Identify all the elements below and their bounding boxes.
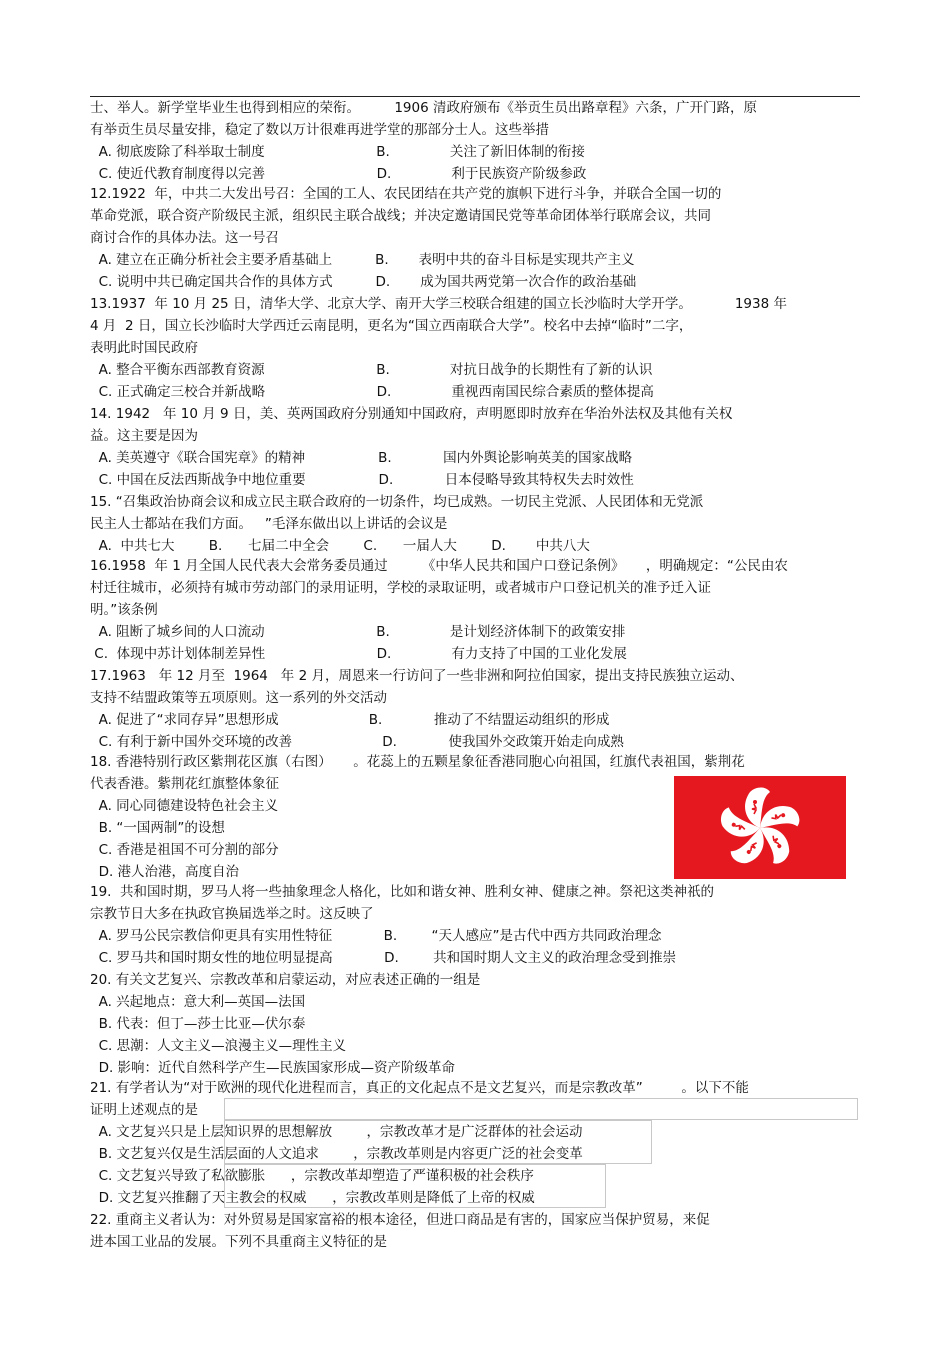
- text-line: C. 体现中苏计划体制差异性 D. 有力支持了中国的工业化发展: [90, 646, 627, 662]
- text-line: 21. 有学者认为“对于欧洲的现代化进程而言，真正的文化起点不是文艺复兴，而是宗教改革” 。以下不能: [90, 1080, 749, 1096]
- text-line: 民主人士都站在我们方面。 ”毛泽东做出以上讲话的会议是: [90, 516, 448, 532]
- text-line: 明。”该条例: [90, 602, 158, 618]
- text-line: A. 建立在正确分析社会主要矛盾基础上 B. 表明中共的奋斗目标是实现共产主义: [90, 252, 635, 268]
- text-line: A. 美英遵守《联合国宪章》的精神 B. 国内外舆论影响英美的国家战略: [90, 450, 633, 466]
- text-line: 益。这主要是因为: [90, 428, 198, 444]
- text-line: C. 中国在反法西斯战争中地位重要 D. 日本侵略导致其特权失去时效性: [90, 472, 634, 488]
- text-line: C. 文艺复兴导致了私欲膨胀 ，宗教改革却塑造了严谨积极的社会秩序: [90, 1168, 534, 1184]
- text-line: C. 罗马共和国时期女性的地位明显提高 D. 共和国时期人文主义的政治理念受到推崇: [90, 950, 677, 966]
- text-line: 18. 香港特别行政区紫荆花区旗（右图） 。花蕊上的五颗星象征香港同胞心向祖国，红旗代表祖国，紫荆花: [90, 754, 745, 770]
- header-rule: [90, 96, 860, 97]
- text-line: A. 中共七大 B. 七届二中全会 C. 一届人大 D. 中共八大: [90, 538, 590, 554]
- text-line: A. 文艺复兴只是上层知识界的思想解放 ，宗教改革才是广泛群体的社会运动: [90, 1124, 583, 1140]
- text-line: 14. 1942 年 10 月 9 日，美、英两国政府分别通知中国政府，声明愿即时放弃在华治外法权及其他有关权: [90, 406, 733, 422]
- text-line: 士、举人。新学堂毕业生也得到相应的荣衔。 1906 清政府颁布《举贡生员出路章程》六条，广开门路，原: [90, 100, 757, 116]
- text-line: C. 香港是祖国不可分割的部分: [90, 842, 279, 858]
- text-line: 进本国工业品的发展。下列不具重商主义特征的是: [90, 1234, 387, 1250]
- text-line: 22. 重商主义者认为：对外贸易是国家富裕的根本途径，但进口商品是有害的，国家应当保护贸易，来促: [90, 1212, 710, 1228]
- text-line: B. “一国两制”的设想: [90, 820, 225, 836]
- text-line: B. 文艺复兴仅是生活层面的人文追求 ，宗教改革则是内容更广泛的社会变革: [90, 1146, 583, 1162]
- text-line: 17.1963 年 12 月至 1964 年 2 月，周恩来一行访问了一些非洲和阿拉伯国家，提出支持民族独立运动、: [90, 668, 744, 684]
- text-line: 代表香港。紫荆花红旗整体象征: [90, 776, 279, 792]
- text-line: 村迁往城市，必须持有城市劳动部门的录用证明，学校的录取证明，或者城市户口登记机关的准予迁入证: [90, 580, 711, 596]
- text-line: 12.1922 年，中共二大发出号召：全国的工人、农民团结在共产党的旗帜下进行斗争，并联合全国一切的: [90, 186, 722, 202]
- text-line: A. 同心同德建设特色社会主义: [90, 798, 279, 814]
- text-line: D. 影响：近代自然科学产生—民族国家形成—资产阶级革命: [90, 1060, 456, 1076]
- text-line: C. 正式确定三校合并新战略 D. 重视西南国民综合素质的整体提高: [90, 384, 654, 400]
- text-line: A. 整合平衡东西部教育资源 B. 对抗日战争的长期性有了新的认识: [90, 362, 653, 378]
- text-line: 15. “召集政治协商会议和成立民主联合政府的一切条件，均已成熟。一切民主党派、人民团体和无党派: [90, 494, 704, 510]
- hong-kong-flag: [674, 776, 846, 879]
- answer-box-lower: [224, 1120, 652, 1164]
- text-line: 革命党派，联合资产阶级民主派，组织民主联合战线；并决定邀请国民党等革命团体举行联席会议，共同: [90, 208, 711, 224]
- text-line: C. 使近代教育制度得以完善 D. 利于民族资产阶级参政: [90, 166, 587, 182]
- text-line: 4 月 2 日，国立长沙临时大学西迁云南昆明，更名为“国立西南联合大学”。校名中去掉“临时”二字，: [90, 318, 693, 334]
- text-line: 有举贡生员尽量安排，稳定了数以万计很难再进学堂的那部分士人。这些举措: [90, 122, 549, 138]
- text-line: 13.1937 年 10 月 25 日，清华大学、北京大学、南开大学三校联合组建的国立长沙临时大学开学。 1938 年: [90, 296, 787, 312]
- text-line: B. 代表：但丁—莎士比亚—伏尔泰: [90, 1016, 306, 1032]
- bauhinia-flower-icon: [674, 776, 846, 879]
- answer-box-bottom: [224, 1164, 606, 1208]
- text-line: C. 思潮：人文主义—浪漫主义—理性主义: [90, 1038, 347, 1054]
- text-line: 宗教节日大多在执政官换届选举之时。这反映了: [90, 906, 374, 922]
- text-line: 20. 有关文艺复兴、宗教改革和启蒙运动，对应表述正确的一组是: [90, 972, 481, 988]
- text-line: 商讨合作的具体办法。这一号召: [90, 230, 279, 246]
- text-line: A. 阻断了城乡间的人口流动 B. 是计划经济体制下的政策安排: [90, 624, 626, 640]
- text-line: C. 说明中共已确定国共合作的具体方式 D. 成为国共两党第一次合作的政治基础: [90, 274, 637, 290]
- text-line: D. 港人治港，高度自治: [90, 864, 240, 880]
- text-line: 16.1958 年 1 月全国人民代表大会常务委员通过 《中华人民共和国户口登记条例》 ，明确规定：“公民由农: [90, 558, 788, 574]
- answer-box-upper: [224, 1098, 858, 1120]
- text-line: A. 兴起地点：意大利—英国—法国: [90, 994, 306, 1010]
- text-line: A. 彻底废除了科举取士制度 B. 关注了新旧体制的衔接: [90, 144, 585, 160]
- text-line: C. 有利于新中国外交环境的改善 D. 使我国外交政策开始走向成熟: [90, 734, 624, 750]
- text-line: 证明上述观点的是: [90, 1102, 198, 1118]
- text-line: 19. 共和国时期，罗马人将一些抽象理念人格化，比如和谐女神、胜利女神、健康之神。祭祀这类神祇的: [90, 884, 715, 900]
- text-line: 支持不结盟政策等五项原则。这一系列的外交活动: [90, 690, 387, 706]
- text-line: A. 罗马公民宗教信仰更具有实用性特征 B. “天人感应”是古代中西方共同政治理念: [90, 928, 662, 944]
- text-line: A. 促进了“求同存异”思想形成 B. 推动了不结盟运动组织的形成: [90, 712, 610, 728]
- text-line: 表明此时国民政府: [90, 340, 198, 356]
- text-line: D. 文艺复兴推翻了天主教会的权威 ，宗教改革则是降低了上帝的权威: [90, 1190, 535, 1206]
